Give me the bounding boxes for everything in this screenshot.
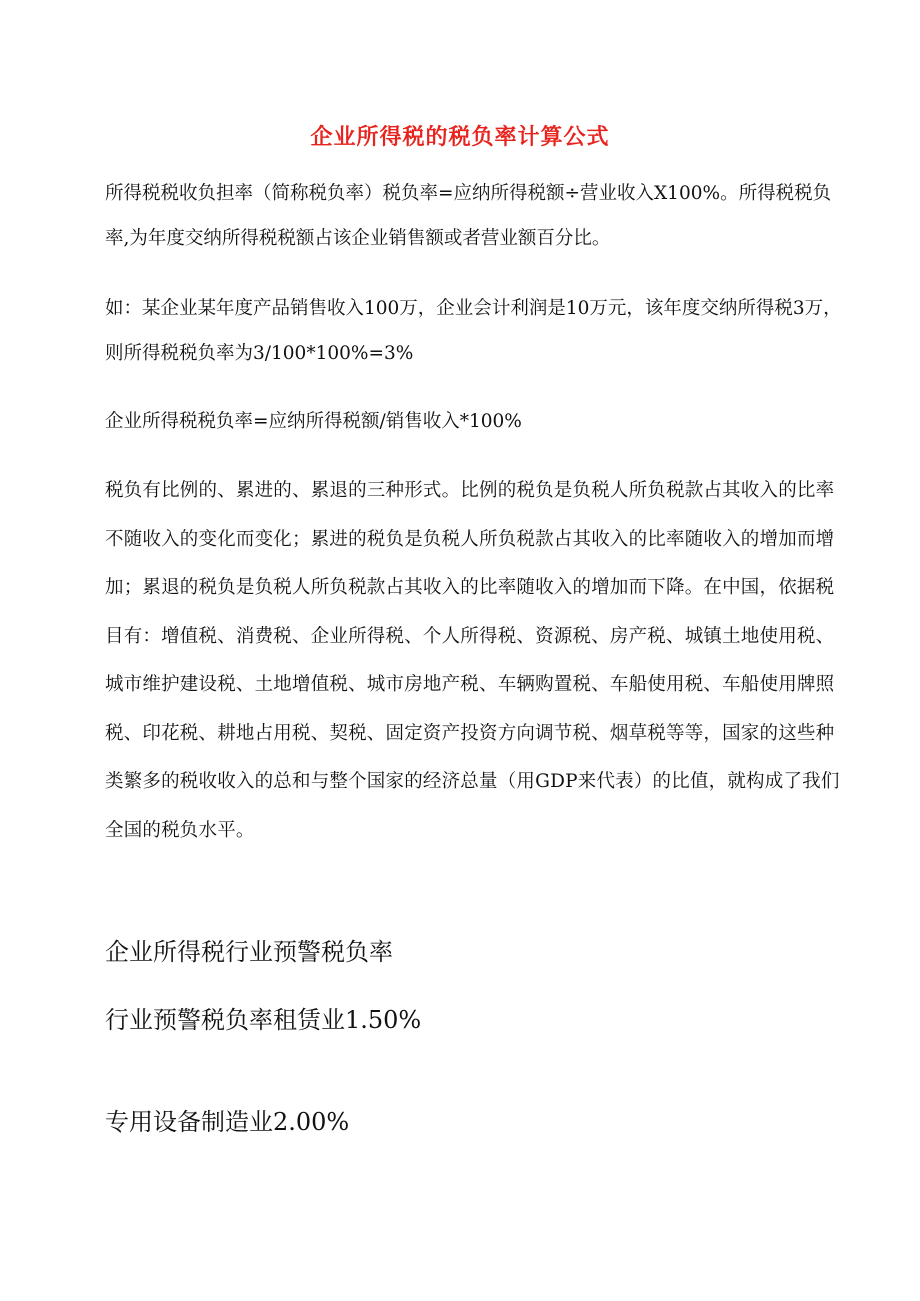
warning-section-heading: 企业所得税行业预警税负率 (105, 938, 393, 966)
warning-rate-row: 行业预警税负率租赁业1.50% (105, 1006, 422, 1034)
warning-rate-row: 专用设备制造业2.00% (105, 1108, 350, 1136)
example-paragraph: 如：某企业某年度产品销售收入100万，企业会计利润是10万元，该年度交纳所得税3万，则所得税税负率为3/100*100%=3% (105, 298, 842, 364)
explanation-paragraph: 税负有比例的、累进的、累退的三种形式。比例的税负是负税人所负税款占其收入的比率不随收入的变化而变化；累进的税负是负税人所负税款占其收入的比率随收入的增加而增加；累退的税负是负税人所负税款占其收入的比率随收入的增加而下降。在中国，依据税目有：增值税、消费税、企业所得税、个人所得税、资源税、房产税、城镇土地使用税、城市维护建设税、土地增值税、城市房地产税、车辆购置税、车船使用税、车船使用牌照税、印花税、耕地占用税、契税、固定资产投资方向调节税、烟草税等等，国家的这些种类繁多的税收收入的总和与整个国家的经济总量（用GDP来代表）的比值，就构成了我们全国的税负水平。 (105, 480, 840, 841)
formula-paragraph: 企业所得税税负率=应纳所得税额/销售收入*100% (105, 411, 522, 432)
page-title: 企业所得税的税负率计算公式 (310, 125, 610, 150)
definition-paragraph: 所得税税收负担率（简称税负率）税负率=应纳所得税额÷营业收入X100%。所得税税负率,为年度交纳所得税税额占该企业销售额或者营业额百分比。 (105, 183, 832, 249)
